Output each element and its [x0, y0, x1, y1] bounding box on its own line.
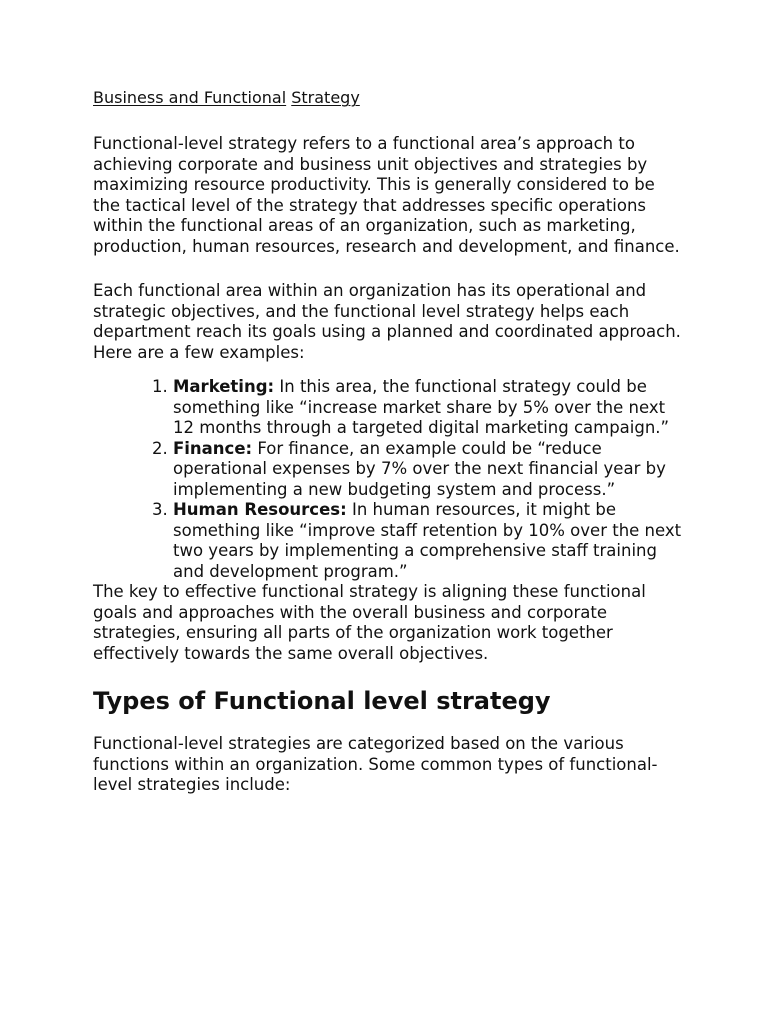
list-item-text: In this area, the functional strategy could be something like “increase market share by 5% over the next 12 months through a targeted digital marketing campaign.”	[173, 377, 670, 437]
title-text-part2: Strategy	[291, 88, 360, 107]
examples-list	[93, 377, 683, 582]
list-item-label: Marketing:	[173, 377, 275, 396]
list-item-label: Human Resources:	[173, 500, 347, 519]
list-item-label: Finance:	[173, 438, 253, 458]
paragraph-conclusion: The key to effective functional strategy is aligning these functional goals and approaches with the overall business and corporate strategies, ensuring all parts of the organization work together effectively towards the same overall objectives.	[93, 582, 646, 663]
paragraph-examples-intro: Each functional area within an organization has its operational and strategic objectives, and the functional level strategy helps each department reach its goals using a planned and coordinated approach. Here are a few examples:	[93, 281, 681, 362]
document-title	[93, 88, 683, 108]
list-item	[173, 439, 683, 501]
section-heading: Types of Functional level strategy	[93, 687, 551, 715]
list-item-text: In human resources, it might be something like “improve staff retention by 10% over the next two years by implementing a comprehensive staff training and development program.”	[173, 500, 682, 581]
list-item-text: For finance, an example could be “reduce operational expenses by 7% over the next financial year by implementing a new budgeting system and process.”	[173, 438, 666, 499]
title-text-part1: Business and Functional	[93, 88, 287, 107]
list-item	[173, 377, 683, 439]
paragraph-types-intro: Functional-level strategies are categorized based on the various functions within an organization. Some common types of functional-level strategies include:	[93, 734, 658, 794]
document-page	[93, 88, 683, 796]
paragraph-intro: Functional-level strategy refers to a functional area’s approach to achieving corporate and business unit objectives and strategies by maximizing resource productivity. This is generally considered to be the tactical level of the strategy that addresses specific operations within the functional areas of an organization, such as marketing, production, human resources, research and development, and finance.	[93, 134, 680, 256]
list-item	[173, 500, 683, 582]
